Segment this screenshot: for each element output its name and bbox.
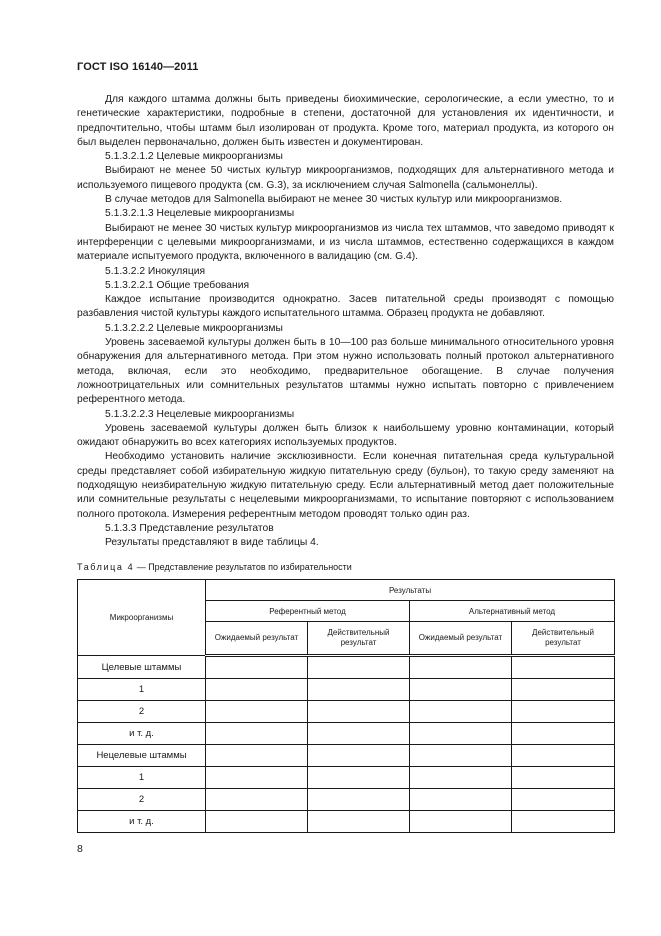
- row-label: 2: [78, 789, 206, 811]
- selectivity-results-table: [77, 579, 615, 833]
- table-cell: [308, 679, 410, 701]
- table-cell: [308, 767, 410, 789]
- paragraph: В случае методов для Salmonella выбирают не менее 30 чистых культур или микроорганизмов.: [105, 194, 563, 206]
- table-cell: [410, 811, 512, 833]
- section-heading: 5.1.3.2.2 Инокуляция: [105, 265, 206, 277]
- table-cell: [512, 723, 615, 745]
- header-reference-method: Референтный метод: [206, 601, 410, 622]
- table-cell: [206, 789, 308, 811]
- table-cell: [308, 701, 410, 723]
- table-caption-text: — Представление результатов по избирательности: [134, 562, 352, 572]
- page-number: 8: [77, 843, 83, 855]
- table-cell: [512, 789, 615, 811]
- paragraph: Каждое испытание производится однократно. Засев питательной среды производят с помощью разбавления чистой культуры каждого испытательного штамма. Образец продукта не добавляют.: [77, 294, 614, 320]
- table-cell: [206, 811, 308, 833]
- row-label: Нецелевые штаммы: [78, 745, 206, 767]
- table-caption: [77, 562, 352, 572]
- table-cell: [206, 679, 308, 701]
- paragraph: Выбирают не менее 50 чистых культур микроорганизмов, подходящих для альтернативного метода и используемого пищевого продукта (см. G.3), за исключением случая Salmonella (сальмонеллы).: [77, 165, 614, 191]
- table-cell: [512, 745, 615, 767]
- table-cell: [512, 811, 615, 833]
- row-label: и т. д.: [78, 723, 206, 745]
- row-label: 1: [78, 679, 206, 701]
- table-cell: [206, 745, 308, 767]
- header-alt-actual: Действительный результат: [512, 622, 615, 656]
- table-cell: [410, 656, 512, 679]
- table-cell: [410, 789, 512, 811]
- table-cell: [410, 723, 512, 745]
- table-row: [78, 767, 615, 789]
- table-cell: [512, 656, 615, 679]
- header-alt-expected: Ожидаемый результат: [410, 622, 512, 656]
- header-alternative-method: Альтернативный метод: [410, 601, 615, 622]
- section-heading: 5.1.3.2.2.1 Общие требования: [105, 279, 250, 291]
- section-heading: 5.1.3.2.2.2 Целевые микроорганизмы: [105, 322, 283, 334]
- table-cell: [308, 811, 410, 833]
- row-label: 2: [78, 701, 206, 723]
- table-cell: [410, 767, 512, 789]
- table-cell: [206, 656, 308, 679]
- table-cell: [308, 723, 410, 745]
- table-row: [78, 723, 615, 745]
- table-row: [78, 656, 615, 679]
- header-results: Результаты: [206, 580, 615, 601]
- paragraph: Уровень засеваемой культуры должен быть близок к наибольшему уровню контаминации, который ожидают обнаружить во всех категориях используемых продуктов.: [77, 422, 614, 449]
- table-cell: [206, 701, 308, 723]
- paragraph: Необходимо установить наличие эксклюзивности. Если конечная питательная среда культуральной среды представляет собой избирательную жидкую питательную среду (бульон), то такую среду заменяют на подходящую неизбирательную жидкую питательную среду. Если альтернативный метод дает положительные или сомнительные результаты с нецелевыми микроорганизмами, то испытание повторяют с использованием полного протокола. Измерения референтным методом проводят только один раз.: [77, 451, 614, 520]
- paragraph: Для каждого штамма должны быть приведены биохимические, серологические, а если уместно, то и генетические характеристики, подробные в степени, достаточной для установления их идентичности, и предпочтительно, чтобы штамм был изолирован от продукта. Кроме того, материал продукта, из которого он был выделен первоначально, должен быть известен и документирован.: [77, 94, 614, 148]
- section-heading: 5.1.3.2.1.2 Целевые микроорганизмы: [105, 151, 283, 163]
- table-row: [78, 701, 615, 723]
- document-header: ГОСТ ISO 16140—2011: [77, 61, 199, 73]
- paragraph: Результаты представляют в виде таблицы 4.: [105, 537, 319, 549]
- section-heading: 5.1.3.2.2.3 Нецелевые микроорганизмы: [105, 408, 295, 420]
- table-cell: [308, 656, 410, 679]
- row-label: Целевые штаммы: [78, 656, 206, 679]
- table-cell: [410, 745, 512, 767]
- table-cell: [308, 789, 410, 811]
- paragraph: Уровень засеваемой культуры должен быть в 10—100 раз больше минимального относительного уровня обнаружения для альтернативного метода. При этом нужно использовать полный протокол альтернативного метода, включая, если это необходимо, предварительное обогащение. В случае получения ложноотрицательных или сомнительных результатов штаммы нужно испытать повторно с привлечением референтного метода.: [77, 337, 614, 406]
- header-microorganisms: Микроорганизмы: [78, 580, 206, 656]
- table-caption-label: Таблица 4: [77, 562, 135, 572]
- table-cell: [308, 745, 410, 767]
- table-cell: [410, 679, 512, 701]
- table-row: [78, 679, 615, 701]
- paragraph: Выбирают не менее 30 чистых культур микроорганизмов из числа тех штаммов, что заведомо приводят к интерференции с целевыми микроорганизмами, и из числа штаммов, естественно содержащихся в каждом материале испытуемого продукта, включенного в валидацию (см. G.4).: [77, 222, 614, 263]
- row-label: и т. д.: [78, 811, 206, 833]
- section-heading: 5.1.3.2.1.3 Нецелевые микроорганизмы: [105, 208, 295, 220]
- table-row: [78, 745, 615, 767]
- table-row: [78, 811, 615, 833]
- table-row: [78, 789, 615, 811]
- header-ref-expected: Ожидаемый результат: [206, 622, 308, 656]
- table-cell: [512, 679, 615, 701]
- section-heading: 5.1.3.3 Представление результатов: [105, 522, 274, 534]
- table-cell: [512, 767, 615, 789]
- table-cell: [206, 767, 308, 789]
- table-cell: [206, 723, 308, 745]
- row-label: 1: [78, 767, 206, 789]
- table-cell: [410, 701, 512, 723]
- table-cell: [512, 701, 615, 723]
- body-text: [77, 93, 614, 551]
- header-ref-actual: Действительный результат: [308, 622, 410, 656]
